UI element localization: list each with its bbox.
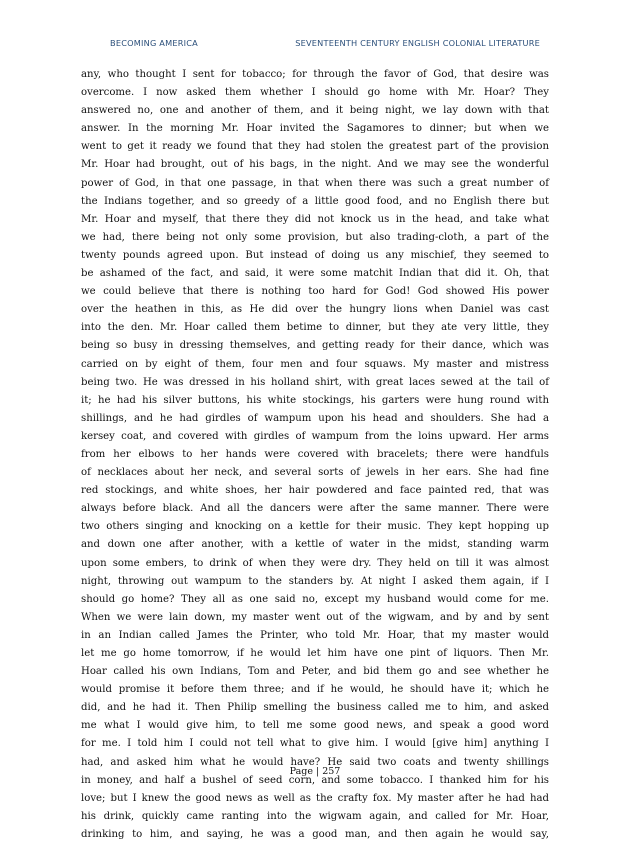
text-line: let me go home tomorrow, if he would let him have one pint of liquors. Then Mr. <box>81 648 549 659</box>
text-line: answer. In the morning Mr. Hoar invited the Sagamores to dinner; but when we <box>81 123 549 135</box>
text-line: upon some embers, to drink of when they were dry. They held on till it was almost <box>81 557 549 569</box>
text-line: power of God, in that one passage, in that when there was such a great number of <box>81 177 549 189</box>
text-line: of necklaces about her neck, and several sorts of jewels in her ears. She had fine <box>81 467 549 479</box>
text-line: carried on by eight of them, four men and four squaws. My master and mistress <box>81 358 549 370</box>
text-line: his drink, quickly came ranting into the wigwam again, and called for Mr. Hoar, <box>81 810 549 822</box>
running-header <box>110 38 540 48</box>
text-line: love; but I knew the good news as well as the crafty fox. My master after he had had <box>81 792 549 804</box>
text-line: being so busy in dressing themselves, and getting ready for their dance, which was <box>81 340 549 352</box>
text-line: When we were lain down, my master went out of the wigwam, and by and by sent <box>81 611 549 623</box>
text-line: we had, there being not only some provision, but also trading-cloth, a part of the <box>81 231 549 243</box>
body-text <box>81 66 549 844</box>
text-line: for me. I told him I could not tell what to give him. I would [give him] anything I <box>81 738 549 750</box>
text-line: me what I would give him, to tell me some good news, and speak a good word <box>81 720 549 732</box>
text-line: night, throwing out wampum to the standers by. At night I asked them again, if I <box>81 575 549 587</box>
text-line: shillings, and he had girdles of wampum upon his head and shoulders. She had a <box>81 412 549 424</box>
page-number: Page | 257 <box>289 766 341 777</box>
text-line: kersey coat, and covered with girdles of wampum from the loins upward. Her arms <box>81 430 549 442</box>
header-section-title: SEVENTEENTH CENTURY ENGLISH COLONIAL LITERATURE <box>295 38 540 48</box>
text-line: any, who thought I sent for tobacco; for through the favor of God, that desire was <box>81 69 549 80</box>
text-line: in an Indian called James the Printer, who told Mr. Hoar, that my master would <box>81 629 549 641</box>
text-line: Mr. Hoar and myself, that there they did not knock us in the head, and take what <box>81 213 549 225</box>
text-line: twenty pounds agreed upon. But instead of doing us any mischief, they seemed to <box>81 249 549 261</box>
text-line: went to get it ready we found that they had stolen the greatest part of the provision <box>81 141 549 153</box>
text-line: it; he had his silver buttons, his white stockings, his garters were hung round with <box>81 394 549 406</box>
text-line: two others singing and knocking on a kettle for their music. They kept hopping up <box>81 521 549 533</box>
text-line: answered no, one and another of them, and it being night, we lay down with that <box>81 105 549 117</box>
text-line: would promise it before them three; and if he would, he should have it; which he <box>81 684 549 696</box>
text-line: red stockings, and white shoes, her hair powdered and face painted red, that was <box>81 485 549 497</box>
text-line: be ashamed of the fact, and said, it were some matchit Indian that did it. Oh, that <box>81 268 549 280</box>
text-line: in money, and half a bushel of seed corn, and some tobacco. I thanked him for his <box>81 774 549 786</box>
text-line: over the heathen in this, as He did over the hungry lions when Daniel was cast <box>81 304 549 316</box>
text-line: being two. He was dressed in his holland shirt, with great laces sewed at the tail of <box>81 376 549 388</box>
text-line: Hoar called his own Indians, Tom and Peter, and bid them go and see whether he <box>81 666 549 678</box>
text-line: always before black. And all the dancers were after the same manner. There were <box>81 503 549 515</box>
text-line: into the den. Mr. Hoar called them betime to dinner, but they ate very little, they <box>81 322 549 334</box>
text-line: had, and asked him what he would have? He said two coats and twenty shillings <box>81 756 549 768</box>
text-line: Mr. Hoar had brought, out of his bags, in the night. And we may see the wonderful <box>81 159 549 171</box>
text-line: and down one after another, with a kettle of water in the midst, standing warm <box>81 539 549 551</box>
text-line: we could believe that there is nothing too hard for God! God showed His power <box>81 286 549 298</box>
text-line: the Indians together, and so greedy of a little good food, and no English there but <box>81 195 549 207</box>
text-line: drinking to him, and saying, he was a good man, and then again he would say, <box>81 828 549 840</box>
text-line: from her elbows to her hands were covered with bracelets; there were handfuls <box>81 448 549 460</box>
text-line: did, and he had it. Then Philip smelling the business called me to him, and asked <box>81 702 549 714</box>
text-line: overcome. I now asked them whether I should go home with Mr. Hoar? They <box>81 87 549 99</box>
text-line: should go home? They all as one said no, except my husband would come for me. <box>81 593 549 605</box>
header-book-title: BECOMING AMERICA <box>110 38 198 48</box>
